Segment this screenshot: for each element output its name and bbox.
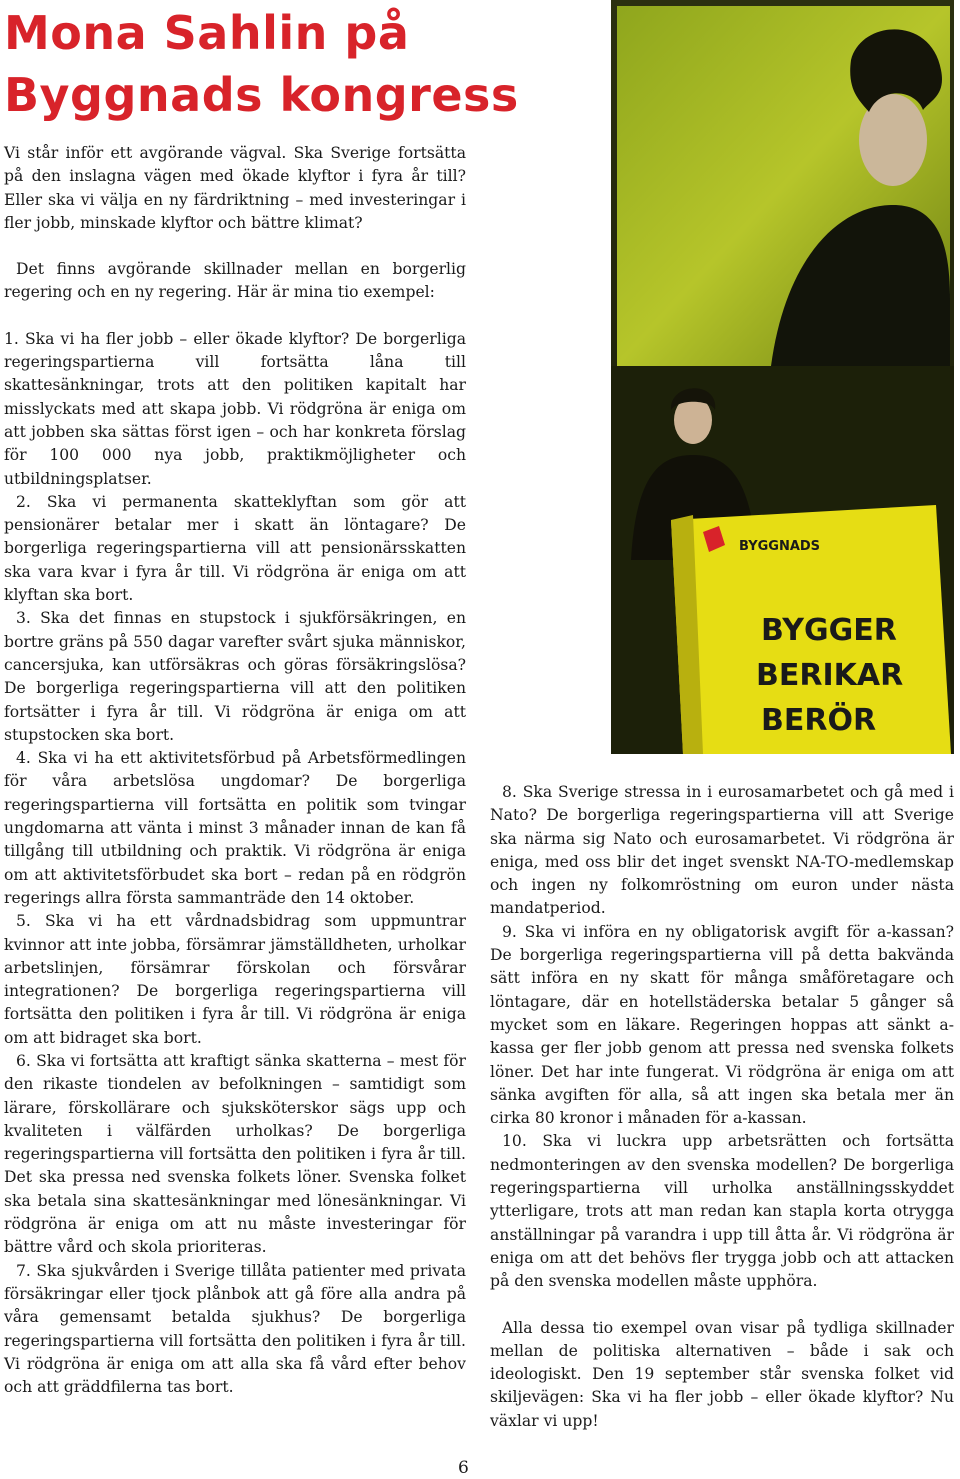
point-1: 1. Ska vi ha fler jobb – eller ökade klyftor? De borgerliga regeringspartierna vill fortsätta låna till skattesänkningar, trots att den politiken kapitalt har misslyckats med att skapa jobb. Vi rödgröna är eniga om att jobben ska sättas först igen – och har konkreta förslag för 100 000 nya jobb, praktikmöjligheter och utbildningsplatser. bbox=[4, 329, 466, 488]
point-7: 7. Ska sjukvården i Sverige tillåta patienter med privata försäkringar eller tjock plånbok att gå före alla andra på våra gemensamt betalda sjukhus? De borgerliga regeringspartierna vill fortsätta den politiken i fyra år till. Vi rödgröna är eniga om att alla ska få vård efter behov och att gräddfilerna tas bort. bbox=[4, 1261, 466, 1397]
right-column bbox=[490, 781, 954, 1433]
point-9: 9. Ska vi införa en ny obligatorisk avgift för a-kassan? De borgerliga regeringspartierna vill på detta bakvända sätt införa en ny skatt för många småföretagare och löntagare, där en hotellstäderska betalar 5 gånger så mycket som en läkare. Regeringen hoppas att sänkt a-kassa ger fler jobb genom att pressa ned svenska folkets löner. Det har inte fungerat. Vi rödgröna är eniga om att sänka avgiften för alla, så att ingen ska betala mer än cirka 80 kronor i månaden för a-kassan. bbox=[490, 922, 954, 1128]
point-8: 8. Ska Sverige stressa in i eurosamarbetet och gå med i Nato? De borgerliga regeringspartierna vill att Sverige ska närma sig Nato och eurosamarbetet. Vi rödgröna är eniga, med oss blir det inget svenskt NA-TO-medlemskap och ingen ny folkomröstning om euron under nästa mandatperiod. bbox=[490, 783, 954, 918]
point-5: 5. Ska vi ha ett vårdnadsbidrag som uppmuntrar kvinnor att inte jobba, försämrar jämställdheten, urholkar arbetslinjen, försämrar förskolan och försvårar integrationen? De borgerliga regeringspartierna vill fortsätta den politiken i fyra år till. Vi rödgröna är eniga om att bidraget ska bort. bbox=[4, 912, 466, 1047]
slogan-line-2: BERIKAR bbox=[756, 658, 904, 693]
left-column bbox=[4, 142, 466, 1399]
point-10: 10. Ska vi luckra upp arbetsrätten och fortsätta nedmonteringen av den svenska modellen? De borgerliga regeringspartierna vill urholka anställningsskyddet ytterligare, trots att man redan kan stapla korta otrygga anställningar på varandra i upp till åtta år. Vi rödgröna är eniga om att det behövs fler trygga jobb och att attacken på den svenska modellen måste upphöra. bbox=[490, 1132, 954, 1291]
point-3: 3. Ska det finnas en stupstock i sjukförsäkringen, en bortre gräns på 550 dagar varefter svårt sjuka människor, cancersjuka, kan utförsäkras och göras försäkringslösa? De borgerliga regeringspartierna vill att den politiken fortsätter i fyra år till. Vi rödgröna är eniga om att stupstocken ska bort. bbox=[4, 609, 466, 744]
point-2: 2. Ska vi permanenta skatteklyftan som gör att pensionärer betalar mer i skatt än löntagare? De borgerliga regeringspartierna vill att pensionärsskatten ska vara kvar i fyra år till. Vi rödgröna är eniga om att klyftan ska bort. bbox=[4, 492, 466, 605]
intro-paragraph: Vi står inför ett avgörande vägval. Ska Sverige fortsätta på den inslagna vägen med ökade klyftor i fyra år till? Eller ska vi välja en ny färdriktning – med investeringar i fler jobb, minskade klyftor och bättre klimat? bbox=[4, 144, 466, 232]
closing-paragraph: Alla dessa tio exempel ovan visar på tydliga skillnader mellan de politiska alternativen – både i sak och ideologiskt. Den 19 september står svenska folket vid skiljevägen: Ska vi ha fler jobb – eller ökade klyftor? Nu växlar vi upp! bbox=[490, 1318, 954, 1430]
podium-brand: BYGGNADS bbox=[739, 539, 821, 554]
speaker-photo-illustration bbox=[611, 0, 954, 754]
slogan-line-1: BYGGER bbox=[761, 613, 897, 648]
article-title-line-2: Byggnads kongress bbox=[4, 68, 519, 122]
speaker-photo bbox=[611, 0, 954, 754]
article-title-line-1: Mona Sahlin på bbox=[4, 6, 410, 60]
slogan-line-3: BERÖR bbox=[761, 703, 877, 738]
point-4: 4. Ska vi ha ett aktivitetsförbud på Arbetsförmedlingen för våra arbetslösa ungdomar? De borgerliga regeringspartierna vill fortsätta en politik som tvingar ungdomarna att vänta i minst 3 månader innan de kan få tillgång till utbildning och praktik. Vi rödgröna är eniga om att aktivitetsförbudet ska bort – redan på en rödgrön regerings allra första sammanträde den 14 oktober. bbox=[4, 749, 466, 907]
page-number: 6 bbox=[458, 1458, 469, 1478]
point-6: 6. Ska vi fortsätta att kraftigt sänka skatterna – mest för den rikaste tiondelen av befolkningen – samtidigt som lärare, förskollärare och sjuksköterskor sägs upp och kvaliteten i välfärden urholkas? De borgerliga regeringspartierna vill fortsätta den politiken i fyra år till. Det ska pressa ned svenska folkets löner. Svenska folket ska betala sina skattesänkningar med lönesänkningar. Vi rödgröna är eniga om att nu måste investeringar för bättre vård och skola prioriteras. bbox=[4, 1051, 466, 1257]
article-title bbox=[4, 2, 604, 126]
intro-paragraph-2: Det finns avgörande skillnader mellan en borgerlig regering och en ny regering. Här är mina tio exempel: bbox=[4, 260, 466, 302]
